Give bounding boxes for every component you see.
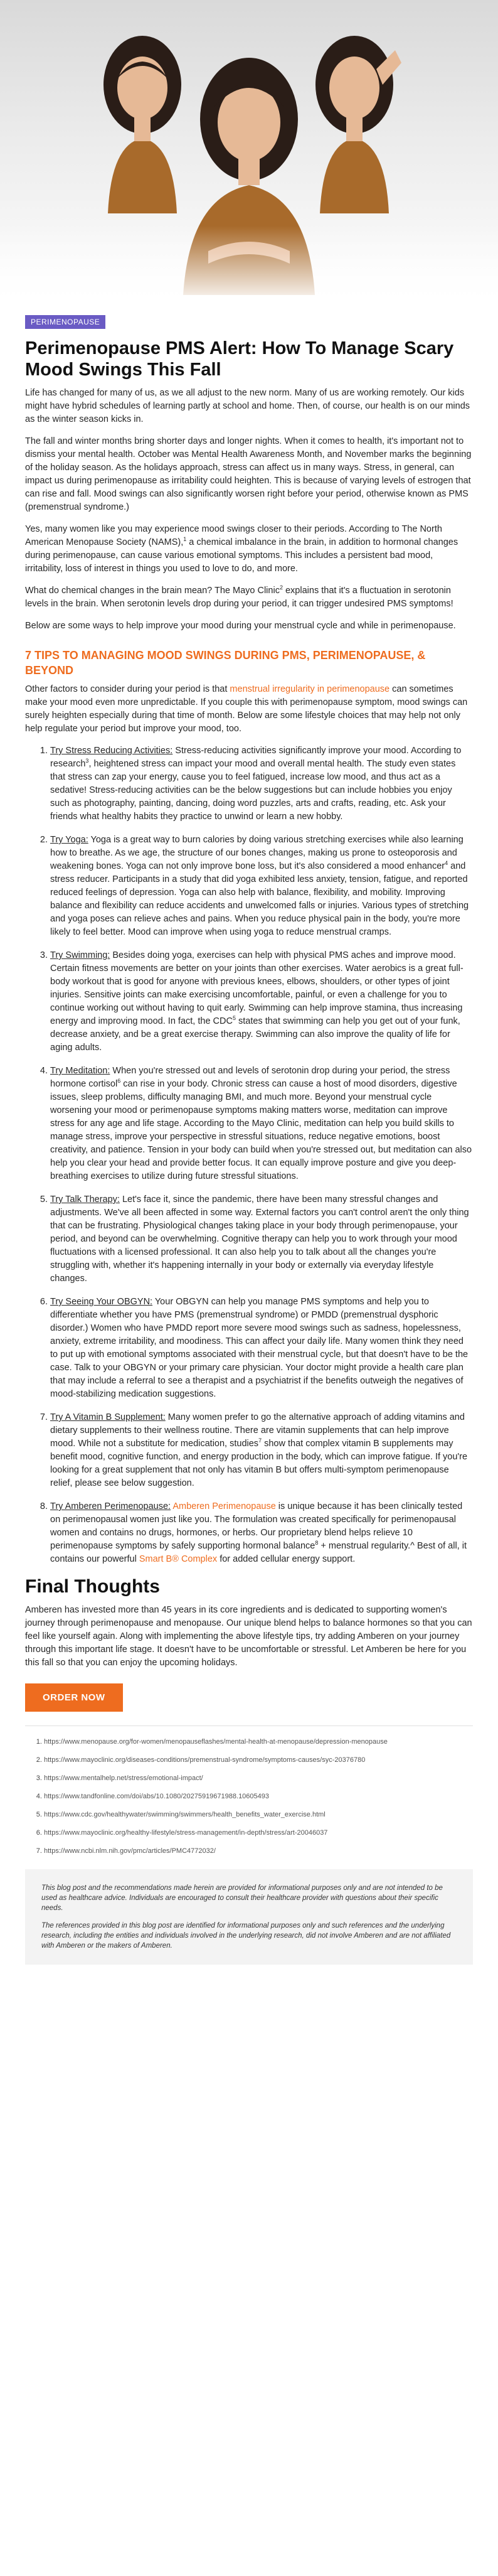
page-title: Perimenopause PMS Alert: How To Manage Scary Mood Swings This Fall — [25, 338, 454, 380]
intro-paragraph-1: Life has changed for many of us, as we all adjust to the new norm. Many of us are working remotely. Our kids might have hybrid schedules of learning partly at school and home. Then, of course, our health is on our minds as the winter season kicks in. — [25, 388, 470, 424]
disclaimer-box — [25, 1869, 473, 1965]
list-item[interactable]: 1. https://www.menopause.org/for-women/menopauseflashes/mental-health-at-menopause/depression-menopause — [44, 1737, 473, 1746]
final-thoughts-heading: Final Thoughts — [25, 1576, 160, 1597]
list-item: 1. Try Stress Reducing Activities: Stress-reducing activities significantly improve your mood. According to research$^3$, heightened stress can impact your mood and overall mental health. The study even states that stress can zap your energy, cause you to feel fatigued, increase low mood, and thus act as a sedative! Stress-reducing activities can be the below suggestions but can include hobbies you enjoy such as photography, painting, dancing, doing word puzzles, arts and crafts, reading, etc. Ask your friends what healthy habits they practice to unwind or learn a new hobby. — [50, 744, 473, 824]
list-item: 7. Try A Vitamin B Supplement: Many women prefer to go the alternative approach of adding vitamins and dietary supplements to their wellness routine. There are vitamin supplements that can help improve mood. While not a substitute for medication, studies$^7$ show that complex vitamin B supplements may benefit mood, cognitive function, and energy production in the body, which can improve fatigue. If you're looking for a great supplement that not only has vitamin B but offers multi-symptom perimenopause relief, please see below suggestion. — [50, 1411, 473, 1490]
tips-intro: Other factors to consider during your period is that menstrual irregularity in perimenopause can sometimes make your mood even more unpredictable. If you couple this with perimenopause symptom, mood swings can surely heighten especially during that time of month. Below are some lifestyle choices that may help not only help regulate your period but improve your mood, too. — [25, 684, 468, 734]
final-thoughts-body: Amberen has invested more than 45 years in its core ingredients and is dedicated to supporting women's journey through perimenopause and menopause. Our unique blend helps to balance hormones so that you can feel like yourself again. Along with implementing the above lifestyle tips, try adding Amberen on your journey through this important life stage. It doesn't have to be uncomfortable or stressful. Let Amberen be here for you this fall so that you can enjoy the upcoming holidays. — [25, 1605, 472, 1668]
article-content — [0, 314, 498, 1965]
list-item[interactable]: 4. https://www.tandfonline.com/doi/abs/10.1080/20275919671988.10605493 — [44, 1792, 473, 1801]
list-item[interactable]: 5. https://www.cdc.gov/healthywater/swimming/swimmers/health_benefits_water_exercise.html — [44, 1810, 473, 1819]
intro-paragraph-4: What do chemical changes in the brain mean? The Mayo Clinic$^2$ explains that it's a fluctuation in serotonin levels in the brain. When serotonin levels drop during your period, it can trigger undesired PMS symptoms! — [25, 584, 453, 609]
intro-paragraph-5: Below are some ways to help improve your mood during your menstrual cycle and while in perimenopause. — [25, 621, 456, 631]
list-item[interactable]: 3. https://www.mentalhelp.net/stress/emotional-impact/ — [44, 1774, 473, 1783]
list-item[interactable]: 6. https://www.mayoclinic.org/healthy-lifestyle/stress-management/in-depth/stress/art-20046037 — [44, 1828, 473, 1837]
disclaimer-paragraph: The references provided in this blog post are identified for informational purposes only and such references and the underlying research, including the entities and individuals involved in the underlying research, did not involve Amberen and are not affiliated with Amberen or the makers of Amberen. — [41, 1922, 451, 1950]
list-item: 5. Try Talk Therapy: Let's face it, since the pandemic, there have been many stressful changes and adjustments. We've all been affected in some way. External factors you can't control aren't the only thing that can be frustrating. Physiological changes taking place in your body through perimenopause, your period, and beyond can be overwhelming. Cognitive therapy can help you to work through your mood fluctuations with a licensed professional. It can also help you to talk about all the changes you're struggling with, whether it's happening internally in your body or externally via everyday lifestyle changes. — [50, 1193, 473, 1285]
tips-heading: 7 TIPS TO MANAGING MOOD SWINGS DURING PMS, PERIMENOPAUSE, & BEYOND — [25, 649, 426, 677]
intro-paragraph-3: Yes, many women like you may experience mood swings closer to their periods. According to The North American Menopause Society (NAMS),$^1$ a chemical imbalance in the brain, in addition to hormonal changes during perimenopause, can cause various emotional symptoms. This includes a persistent bad mood, irritability, loss of interest in things you used to love to do, and more. — [25, 524, 458, 574]
list-item[interactable]: 2. https://www.mayoclinic.org/diseases-conditions/premenstrual-syndrome/symptoms-causes/syc-20376780 — [44, 1756, 473, 1764]
list-item: 4. Try Meditation: When you're stressed out and levels of serotonin drop during your period, the stress hormone cortisol$^6$ can rise in your body. Chronic stress can cause a host of mood disorders, digestive issues, sleep problems, difficulty managing BMI, and much more. Beyond your menstrual cycle worsening your mood or perimenopause symptoms making matters worse, meditation can improve stress for any age and life stage. According to the Mayo Clinic, meditation can help you build skills to manage stress, improve your perspective in stressful situations, reduce negative emotions, boost creativity, and patience. Tension in your body can build when you're stressed out, but meditation can also help you clear your head and provide better focus. It can equally improve posture and give you deep-breathing exercises to utilize during future stressful situations. — [50, 1065, 473, 1183]
divider — [25, 1725, 473, 1726]
hero-fade — [0, 226, 498, 314]
order-now-button[interactable]: ORDER NOW — [25, 1683, 123, 1712]
list-item[interactable]: 7. https://www.ncbi.nlm.nih.gov/pmc/articles/PMC4772032/ — [44, 1847, 473, 1855]
list-item: 8. Try Amberen Perimenopause: Amberen Perimenopause is unique because it has been clinically tested on perimenopausal women just like you. The formulation was created specifically for perimenopausal women and contains no drugs, hormones, or herbs. Our proprietary blend helps relieve 10 perimenopause symptoms by safely supporting hormonal balance$^8$ + menstrual regularity.^ Best of all, it contains our powerful Smart B® Complex for added cellular energy support. — [50, 1500, 473, 1566]
amberen-perimenopause-link[interactable]: Amberen Perimenopause — [172, 1501, 276, 1511]
list-item: 3. Try Swimming: Besides doing yoga, exercises can help with physical PMS aches and improve mood. Certain fitness movements are better on your joints than other exercises. Water aerobics is a great full-body workout that is good for anyone with previous knees, elbows, shoulders, or other types of joint injuries. Sensitive joints can make exercising uncomfortable, painful, or even a challenge for you to continue working out without having to quit early. Swimming can help improve stamina, thus increasing energy and improving mood. In fact, the CDC$^5$ states that swimming can help you get out of your funk, decrease anxiety, and be a great exercise therapy. Swimming can also improve the quality of life for aging adults. — [50, 949, 473, 1055]
smart-b-complex-link[interactable]: Smart B® Complex — [139, 1554, 218, 1564]
list-item: 2. Try Yoga: Yoga is a great way to burn calories by doing various stretching exercises while also learning how to breathe. As we age, the structure of our bones changes, making us prone to osteoporosis and weakening bones. Yoga can not only improve bone loss, but it's also considered a mood enhancer$^4$ and stress reducer. Participants in a study that did yoga exhibited less anxiety, tension, fatigue, and reported reduced feelings of depression. Yoga can also help with balance, flexibility, and mobility. Improving balance and flexibility can reduce accidents and unwelcomed falls or injuries. Various types of stretching and yoga poses can relieve aches and pains. When you reduce physical pain in the body, you're more likely to feel better. Mood can improve when using yoga to reduce menstrual cramps. — [50, 834, 473, 939]
references-list — [25, 1737, 473, 1855]
hero-image — [0, 0, 498, 314]
category-tag[interactable]: PERIMENOPAUSE — [25, 315, 105, 329]
tips-list — [25, 744, 473, 1566]
menstrual-irregularity-link[interactable]: menstrual irregularity in perimenopause — [230, 684, 390, 694]
disclaimer-paragraph: This blog post and the recommendations made herein are provided for informational purposes only and are not intended to be used as healthcare advice. Individuals are encouraged to consult their healthcare provider with questions about their specific needs. — [41, 1884, 443, 1912]
intro-paragraph-2: The fall and winter months bring shorter days and longer nights. When it comes to health, it's important not to dismiss your mental health. October was Mental Health Awareness Month, and November marks the beginning of the holiday season. As the holidays approach, stress can affect us in many ways. Stress, in general, can impact us during perimenopause as irritability could heighten. This is because of varying levels of estrogen that can rise and fall. Mood swings can also significantly worsen right before your period, otherwise known as PMS (premenstrual syndrome.) — [25, 436, 472, 512]
list-item: 6. Try Seeing Your OBGYN: Your OBGYN can help you manage PMS symptoms and help you to differentiate whether you have PMS (premenstrual syndrome) or PMDD (premenstrual dysphoric disorder.) Women who have PMDD report more severe mood swings such as sadness, hopelessness, anxiety, extreme irritability, and moodiness. This can affect your daily life. Many women think they need to put up with emotional symptoms associated with their menstrual cycle, but that doesn't have to be the case. Talk to your OBGYN or your primary care physician. Your doctor might provide a health care plan that may include a referral to see a therapist and a psychiatrist if the benefits outweigh the negatives of mood-stabilizing medication suggestions. — [50, 1296, 473, 1401]
